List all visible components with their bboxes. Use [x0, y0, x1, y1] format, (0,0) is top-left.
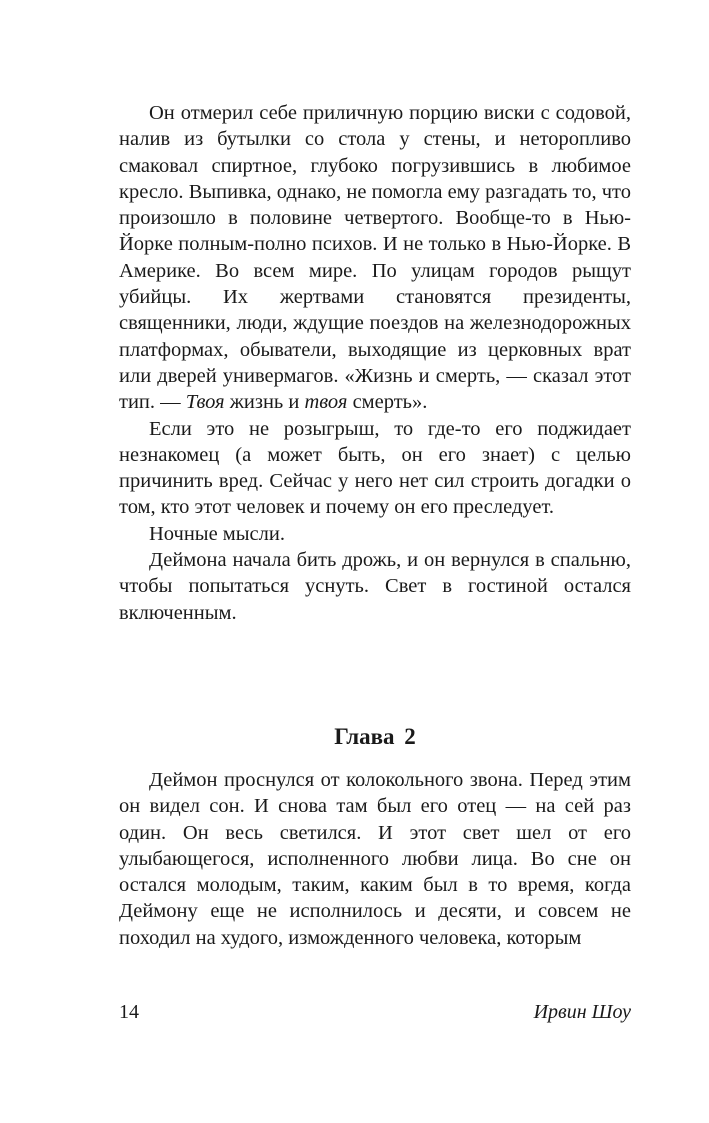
- page-number: 14: [119, 1001, 139, 1023]
- paragraph: Деймона начала бить дрожь, и он вернулся в спальню, чтобы попытаться уснуть. Свет в гостиной остался включенным.: [119, 549, 631, 624]
- text-block-before-chapter: [119, 100, 631, 626]
- paragraph-text: смерть».: [347, 391, 428, 414]
- paragraph-text: Он отмерил себе приличную порцию виски с содовой, налив из бутылки со стола у стены, и неторопливо смаковал спиртное, глубоко погрузившись в любимое кресло. Выпивка, однако, не помогла ему разгадать то, что произошло в половине четвертого. Вообще-то в Нью-Йорке полным-полно психов. И не только в Нью-Йорке. В Америке. Во всем мире. По улицам городов рыщут убийцы. Их жертвами становятся президенты, священники, люди, ждущие поездов на железнодорожных платформах, обыватели, выходящие из церковных врат или дверей универмагов. «Жизнь и смерть, — сказал этот тип. —: [119, 102, 631, 414]
- emphasis-text: Твоя: [185, 391, 225, 414]
- paragraph-text: жизнь и: [224, 391, 305, 414]
- paragraph: Деймон проснулся от колокольного звона. Перед этим он видел сон. И снова там был его отец — на сей раз один. Он весь светился. И этот свет шел от его улыбающегося, исполненного любви лица. Во сне он остался молодым, таким, каким был в то время, когда Деймону еще не исполнилось и десяти, и совсем не походил на худого, изможденного человека, которым: [119, 769, 631, 949]
- chapter-title: Глава 2: [334, 724, 416, 749]
- text-block-after-chapter: [119, 767, 631, 951]
- paragraph: [119, 100, 631, 416]
- emphasis-text: твоя: [304, 391, 348, 414]
- running-head-author: Ирвин Шоу: [533, 1001, 631, 1023]
- paragraph: Если это не розыгрыш, то где-то его поджидает незнакомец (а может быть, он его знает) с целью причинить вред. Сейчас у него нет сил строить догадки о том, кто этот человек и почему он его преследует.: [119, 417, 631, 519]
- paragraph: Ночные мысли.: [149, 522, 285, 545]
